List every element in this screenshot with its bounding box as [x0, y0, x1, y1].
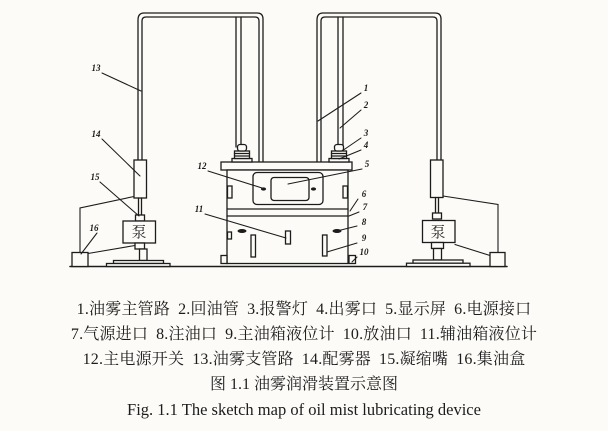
legend-item-4: 4.出雾口 — [316, 301, 378, 318]
leader-3 — [342, 138, 361, 151]
left-oil-collection-box — [72, 253, 88, 267]
right-pump-station — [407, 160, 506, 267]
device-lid — [221, 162, 352, 170]
right-pipe-outer-line — [317, 13, 441, 162]
legend-item-15: 15.凝缩嘴 — [379, 351, 449, 368]
callout-6: 6 — [361, 189, 367, 199]
callout-16: 16 — [89, 223, 99, 233]
right-pipe-loop — [317, 13, 441, 162]
callout-8: 8 — [361, 217, 367, 227]
legend-line-1 — [0, 297, 608, 322]
central-device — [221, 162, 356, 264]
callout-7: 7 — [362, 202, 368, 212]
aux-tank-level-gauge — [286, 231, 291, 244]
leader-6 — [350, 199, 358, 211]
legend-item-13: 13.油雾支管路 — [192, 351, 294, 368]
callout-4: 4 — [363, 140, 369, 150]
left-mist-distributor — [134, 160, 147, 198]
legend-item-14: 14.配雾器 — [301, 351, 371, 368]
main-tank-level-gauge — [323, 235, 328, 256]
callout-9: 9 — [361, 233, 367, 243]
legend-item-5: 5.显示屏 — [385, 301, 447, 318]
leader-1 — [318, 93, 361, 121]
mist-outlet-left — [232, 145, 252, 163]
legend-line-2 — [0, 322, 608, 347]
callout-2: 2 — [363, 100, 369, 110]
callout-3: 3 — [363, 128, 369, 138]
left-level-gauge — [251, 235, 256, 257]
legend-item-1: 1.油雾主管路 — [76, 301, 171, 318]
right-oil-collection-box — [490, 253, 505, 267]
legend-item-11: 11.辅油箱液位计 — [419, 326, 538, 343]
legend-item-8: 8.注油口 — [156, 326, 218, 343]
right-pump-column — [434, 249, 442, 261]
leader-13 — [102, 73, 141, 91]
left-oil-port — [238, 229, 247, 233]
right-distributor-stem — [436, 198, 439, 214]
leader-14 — [102, 139, 140, 176]
legend-item-7: 7.气源进口 — [70, 326, 149, 343]
left-collect-link — [88, 246, 135, 254]
leader-15 — [100, 182, 139, 216]
left-pump-column — [140, 249, 148, 261]
figure-title-cn: 图 1.1 油雾润滑装置示意图 — [209, 376, 398, 393]
legend-line-3 — [0, 347, 608, 372]
right-pump-label: 泵 — [430, 225, 446, 241]
left-distributor-stem — [139, 198, 142, 215]
left-pipe-outer-line — [138, 13, 263, 162]
legend-item-12: 12.主电源开关 — [82, 351, 185, 368]
left-pump-station — [72, 160, 170, 267]
callout-1: 1 — [363, 83, 369, 93]
right-alarm-light — [335, 145, 344, 152]
figure-caption — [0, 297, 608, 422]
legend-item-6: 6.电源接口 — [454, 301, 532, 318]
callout-15: 15 — [90, 172, 100, 182]
panel-button-right — [311, 187, 316, 190]
callout-11: 11 — [194, 204, 204, 214]
legend-item-2: 2.回油管 — [178, 301, 240, 318]
right-collect-link — [455, 245, 490, 256]
left-pipe-loop — [138, 13, 263, 162]
callout-10: 10 — [359, 247, 369, 257]
left-condensing-nozzle — [136, 215, 145, 221]
legend-item-10: 10.放油口 — [342, 326, 412, 343]
left-pump-connector — [135, 243, 145, 249]
right-condensing-nozzle — [433, 213, 442, 219]
callout-14: 14 — [91, 129, 101, 139]
left-pump-label: 泵 — [131, 225, 147, 241]
legend-item-9: 9.主油箱液位计 — [225, 326, 335, 343]
leader-7 — [349, 212, 359, 216]
right-mist-distributor — [431, 160, 444, 198]
bottom-left-fitting — [221, 256, 227, 264]
right-base-plate-lower — [407, 263, 471, 266]
left-alarm-light — [238, 145, 247, 152]
legend-item-3: 3.报警灯 — [247, 301, 309, 318]
right-pump-connector — [432, 243, 444, 249]
left-outlet-body — [235, 151, 250, 159]
left-return-pipe-lines — [236, 17, 241, 147]
leader-16 — [81, 233, 97, 254]
figure-title-en: Fig. 1.1 The sketch map of oil mist lubricating device — [127, 400, 481, 419]
callout-5: 5 — [364, 159, 370, 169]
left-base-plate-lower — [107, 264, 171, 267]
left-return-pipe — [236, 17, 241, 147]
legend-item-16: 16.集油盒 — [456, 351, 526, 368]
callout-12: 12 — [197, 161, 207, 171]
callout-13: 13 — [91, 63, 101, 73]
